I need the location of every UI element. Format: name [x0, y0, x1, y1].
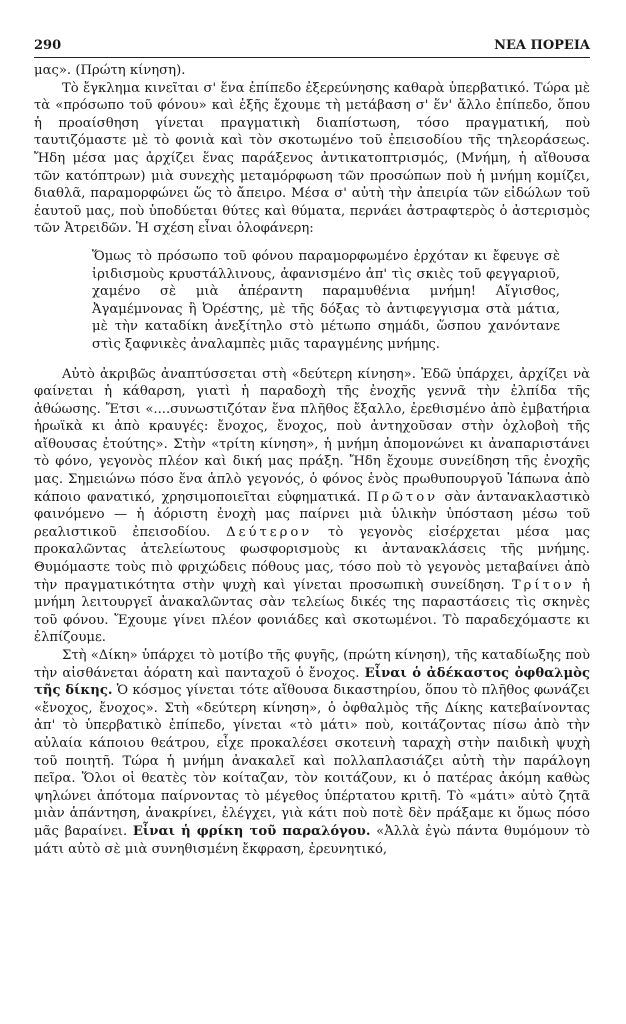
p3-word-first: Πρῶτον: [366, 489, 439, 505]
book-page: [34, 38, 590, 858]
p4-bold1: Εἶναι ὁ ἀδέκαστος ὀφθαλμὸς τῆς δίκης.: [34, 665, 590, 699]
p4-part1: Στὴ «Δίκη» ὑπάρχει τὸ μοτίβο τῆς φυγῆς, (πρώτη κίνηση), τῆς καταδίωξης ποὺ τὴν αἰσθάνεται ἀόρατη καὶ πανταχοῦ ὁ ἔνοχος.: [34, 648, 590, 681]
page-header: [34, 38, 590, 58]
article-body-continued: [34, 366, 590, 859]
paragraph-1: μας». (Πρώτη κίνηση).: [34, 63, 186, 78]
p3-word-second: Δεύτερον: [226, 524, 313, 540]
p3-part1: Αὐτὸ ἀκριβῶς ἀναπτύσσεται στὴ «δεύτερη κίνηση». Ἐδῶ ὑπάρχει, ἀρχίζει νὰ φαίνεται ἡ κάθαρση, γιατὶ ἡ παραδοχὴ τῆς ἐνοχῆς γεννᾶ τὴν ἐλπίδα τῆς ἀθώωσης. Ἔτσι «....συνωστιζόταν ἕνα πλῆθος ἔξαλλο, ἐρεθισμένο ἀπὸ ἐμβατήρια ἡρωϊκὰ κι ἀπὸ κραυγές: ἔνοχος, ἔνοχος, ποὺ ἀντηχοῦσαν στὴν ὀχλοβοὴ τῆς αἴθουσας ἐτούτης». Στὴν «τρίτη κίνηση», ἡ μνήμη ἀπομονώνει κι ἀναπαριστάνει τὸ φόνο, γεγονὸς πλέον καὶ δική μας πράξη. Ἤδη ἔχουμε συνείδηση τῆς ἐνοχῆς μας. Σημειώνω πόσο ἕνα ἁπλὸ γεγονός, ὁ φόνος ἑνὸς πρωθυπουργοῦ Ἰάπωνα ἀπὸ κάποιο φανατικό, χρησιμοποιεῖται εὐφηματικά.: [34, 366, 590, 505]
paragraph-3: [34, 366, 590, 648]
p4-part3: «Ἀλλὰ ἐγὼ πάντα θυμόμουν τὸ μάτι αὐτὸ σὲ μιὰ συνηθισμένη ἔκφραση, ἐρευνητικό,: [34, 823, 590, 857]
p4-part2: Ὁ κόσμος γίνεται τότε αἴθουσα δικαστηρίου, ὅπου τὸ πλῆθος φωνάζει «ἔνοχος, ἔνοχος». Στὴ «δεύτερη κίνηση», ὁ ὀφθαλμὸς τῆς Δίκης κατεβαίνοντας ἀπ' τὸ ὑπερβατικὸ ἐπίπεδο, γίνεται «τὸ μάτι» ποὺ, κοιτάζοντας πίσω ἀπὸ τὴν αὐλαία κάποιου θεάτρου, εἶχε προκαλέσει σκοτεινὴ ταραχὴ στὴν παιδικὴ ψυχὴ τοῦ ποιητῆ. Τώρα ἡ μνήμη ἀνακαλεῖ καὶ πολλαπλασιάζει αὐτὴ τὴν παράλογη πεῖρα. Ὅλοι οἱ θεατὲς τὸν κοίταζαν, τὸν κοιτάζουν, κι ὁ πατέρας ἀκόμη καθὼς ψηλώνει ἀπότομα παίρνοντας τὸ μέγεθος ὑπέρτατου κριτῆ. Τὸ «μάτι» αὐτὸ ζητᾶ μιὰν ἀπάντηση, ἀνακρίνει, ἐλέγχει, γιὰ κάτι ποὺ ποτὲ δὲν πράξαμε κι ὅμως πόσο μᾶς βαραίνει.: [34, 683, 590, 839]
paragraph-2: Τὸ ἔγκλημα κινεῖται σ' ἕνα ἐπίπεδο ἐξερεύνησης καθαρὰ ὑπερβατικό. Τώρα μὲ τὰ «πρόσωπο τοῦ φόνου» καὶ ἑξῆς ἔχουμε τὴ μετάβαση σ' ἕν' ἄλλο ἐπίπεδο, ὅπου ἡ προαίσθηση γίνεται πραγματικὴ διαπίστωση, τόσο πραγματική, ποὺ ταυτιζόμαστε μὲ τὸ φονιὰ καὶ τὸν σκοτωμένο τοῦ ἐπεισοδίου τῆς τηλεοράσεως. Ἤδη μέσα μας ἀρχίζει ἕνας παράξενος ἀντικατοπτρισμός, (Μνήμη, ἡ αἴθουσα τῶν κατόπτρων) μιὰ συνεχὴς μεταμόρφωση τῶν προσώπων ποὺ ἡ μνήμη κομίζει, διαθλᾶ, παραμορφώνει ὥς τὸ ἄπειρο. Μέσα σ' αὐτὴ τὴν ἀπειρία τῶν εἰδώλων τοῦ ἑαυτοῦ μας, ποὺ ὑποδύεται θύτες καὶ θύματα, περνάει ἀστραφτερὸς ὁ ἀστερισμὸς τῶν Ἀτρειδῶν. Ἡ σχέση εἶναι ὁλοφάνερη:: [34, 80, 590, 237]
p3-word-third: Τρίτον: [511, 577, 575, 593]
block-quote: [92, 248, 560, 354]
p3-part3: τὸ γεγονὸς εἰσέρχεται μέσα μας προκαλῶντας ἀτελείωτους φωσφορισμοὺς κι ἀντανακλάσεις τῆς μνήμης. Θυμόμαστε τοὺς πιὸ φριχώδεις πόθους μας, τόσο ποὺ τὸ γεγονὸς μεταβαίνει ἀπὸ τὴν πραγματικότητα στὴν ψυχὴ καὶ γίνεται προσωπικὴ συνείδηση.: [34, 524, 590, 593]
quote-text: Ὅμως τὸ πρόσωπο τοῦ φόνου παραμορφωμένο ἐρχόταν κι ἔφευγε σὲ ἰριδισμοὺς κρυστάλλινους, ἀφανισμένο ἀπ' τὶς σκιὲς τοῦ φεγγαριοῦ, χαμένο σὲ μιὰ ἀπέραντη παραμυθένια μνήμη! Αἴγισθος, Ἀγαμέμνονας ἢ Ὀρέστης, μὲ τῆς δόξας τὸ ἀντιφεγγισμα στὰ μάτια, μὲ τὴν καταδίκη ἀνεξίτηλο στὸ μέτωπο σημάδι, ὥσπου χανόντανε στὶς ξαφνικὲς ἀναλαμπὲς μιᾶς ταραγμένης μνήμης.: [92, 248, 560, 352]
p3-part2: σὰν ἀντανακλαστικὸ φαινόμενο — ἡ ἀόριστη ἐνοχὴ μας παίρνει μιὰ ὑλικὴν ὑπόσταση μέσω τοῦ ρεαλιστικοῦ ἐπεισοδίου.: [34, 489, 590, 540]
p4-bold2: Εἶναι ἡ φρίκη τοῦ παραλόγου.: [132, 823, 371, 839]
paragraph-4: [34, 647, 590, 858]
page-number: 290: [34, 38, 62, 53]
article-body: [34, 62, 590, 238]
running-title: ΝΕΑ ΠΟΡΕΙΑ: [494, 38, 590, 53]
p3-part4: ἡ μνήμη λειτουργεῖ ἀνακαλῶντας σὰν τελείως δικές της παραστάσεις τὶς σκηνὲς τοῦ φόνου. Ἔχουμε γίνει πλέον φονιάδες καὶ σκοτωμένοι. Τὸ παραδεχόμαστε κι ἐλπίζουμε.: [34, 577, 590, 646]
